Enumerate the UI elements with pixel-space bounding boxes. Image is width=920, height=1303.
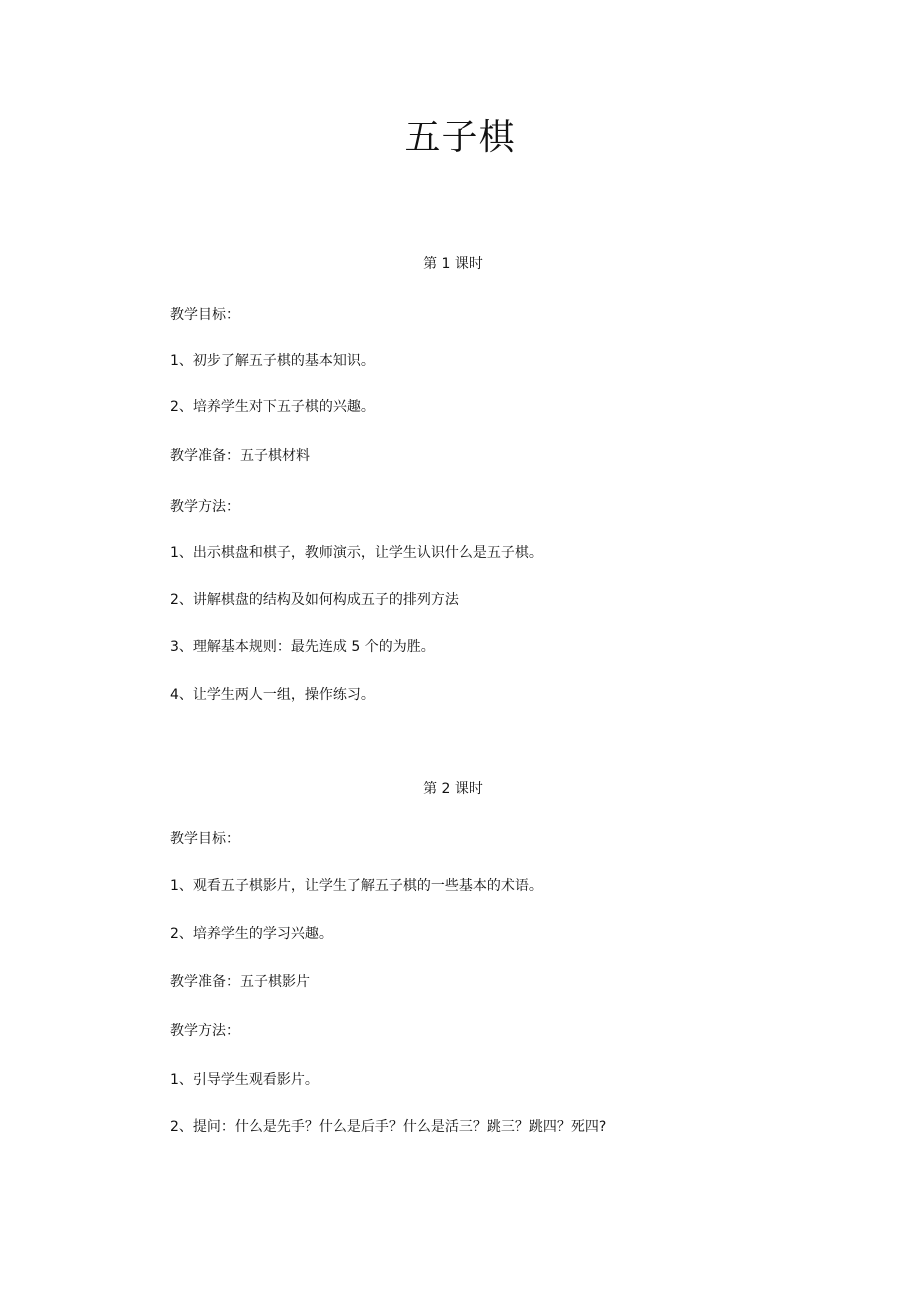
lesson-2-heading: 第 2 课时 [423,781,483,797]
lesson-1-objective-1: 1、初步了解五子棋的基本知识。 [170,353,375,369]
lesson-2-objectives-label: 教学目标： [170,831,240,847]
lesson-1-methods-label: 教学方法： [170,499,240,515]
lesson-1-heading: 第 1 课时 [423,256,483,272]
lesson-1-preparation: 教学准备：五子棋材料 [170,448,310,464]
lesson-1-method-2: 2、讲解棋盘的结构及如何构成五子的排列方法 [170,592,459,608]
lesson-2-objective-2: 2、培养学生的学习兴趣。 [170,926,333,942]
lesson-2-methods-label: 教学方法： [170,1023,240,1039]
page-title: 五子棋 [404,117,516,158]
lesson-1-method-4: 4、让学生两人一组，操作练习。 [170,687,375,703]
lesson-1-method-1: 1、出示棋盘和棋子，教师演示，让学生认识什么是五子棋。 [170,545,543,561]
lesson-2-preparation: 教学准备：五子棋影片 [170,974,310,990]
lesson-2-objective-1: 1、观看五子棋影片，让学生了解五子棋的一些基本的术语。 [170,878,543,894]
lesson-1-method-3: 3、理解基本规则：最先连成 5 个的为胜。 [170,639,435,655]
lesson-1-objectives-label: 教学目标： [170,307,240,323]
lesson-2-method-1: 1、引导学生观看影片。 [170,1072,319,1088]
lesson-1-objective-2: 2、培养学生对下五子棋的兴趣。 [170,399,375,415]
lesson-2-method-2: 2、提问：什么是先手？什么是后手？什么是活三？跳三？跳四？死四? [170,1119,607,1135]
